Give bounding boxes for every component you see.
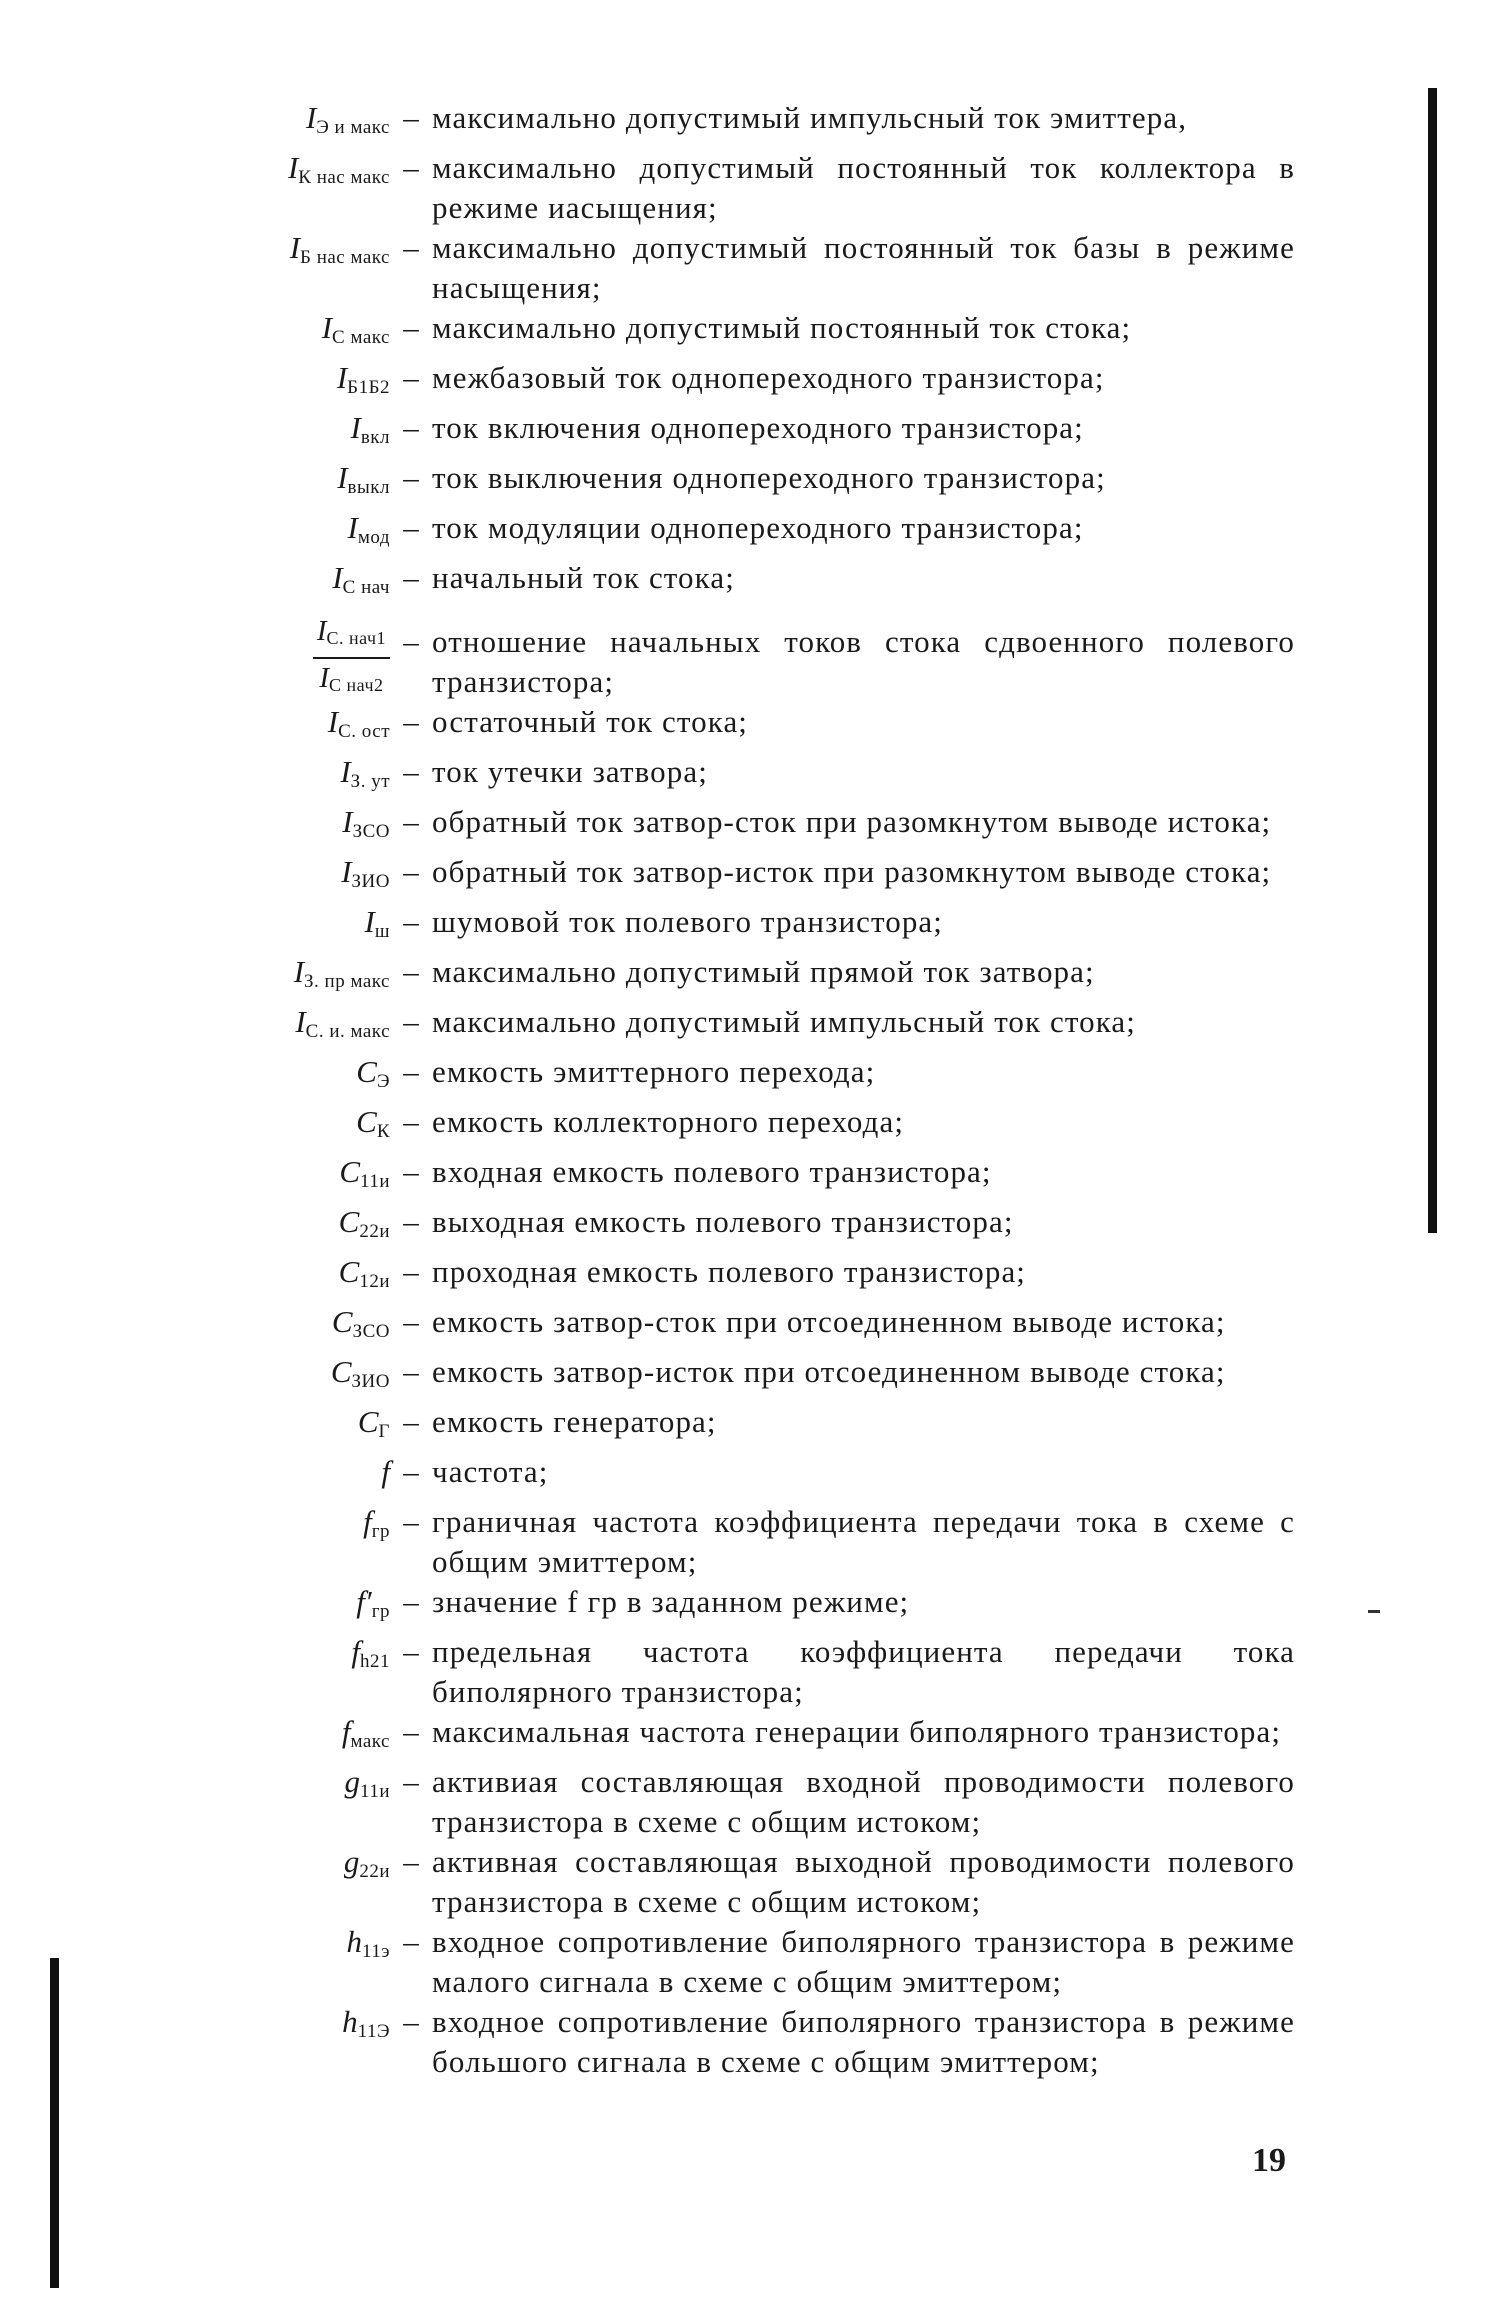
entry-symbol: $C_{ЗСО}$ [331,1304,390,1342]
entry-symbol: $g_{11и}$ [344,1764,390,1802]
entry-definition: проходная емкость полевого транзистора; [432,1254,1027,1289]
entry-definition: отношение начальных токов стока сдвоенного полевого транзистора; [432,624,1295,699]
glossary-entry [200,2002,1295,2082]
glossary-entry [200,1632,1295,1712]
glossary-entry [200,508,1295,558]
entry-dash: – [403,1584,419,1619]
glossary-entry-ratio [200,608,1295,702]
glossary-entry [200,952,1295,1002]
entry-dash: – [403,310,419,345]
entry-dash: – [403,230,419,265]
entry-definition: ток включения однопереходного транзистора; [432,410,1084,445]
entry-symbol: $I_{ЗСО}$ [342,804,390,842]
entry-dash: – [403,1764,419,1799]
entry-dash: – [403,1204,419,1239]
entry-symbol: $f_{гр}$ [363,1504,390,1542]
glossary-entry [200,852,1295,902]
entry-dash: – [403,1454,419,1489]
entry-symbol: $f_{макс}$ [341,1714,390,1752]
entry-definition: частота; [432,1454,549,1489]
entry-definition: входное сопротивление биполярного транзистора в режиме малого сигнала в схеме с общим эмиттером; [432,1924,1295,1999]
glossary-entry [200,228,1295,308]
entry-definition: максимально допустимый постоянный ток базы в режиме насыщения; [432,230,1295,305]
symbol-glossary [200,98,1295,2082]
entry-dash: – [403,704,419,739]
entry-symbol: $h_{11э}$ [346,1924,390,1962]
glossary-entry [200,308,1295,358]
entry-definition: максимально допустимый прямой ток затвора; [432,954,1095,989]
entry-symbol: $C_Э$ [356,1054,390,1092]
ratio-fraction [313,614,390,702]
glossary-entry [200,1712,1295,1762]
entry-dash: – [403,560,419,595]
glossary-entry [200,1582,1295,1632]
glossary-entry [200,752,1295,802]
entry-symbol: $I_{С. и. макс}$ [295,1004,390,1042]
glossary-entry [200,702,1295,752]
glossary-entry [200,1402,1295,1452]
entry-symbol: $I_{З. ут}$ [340,754,390,792]
entry-definition: максимально допустимый импульсный ток стока; [432,1004,1137,1039]
entry-definition: граничная частота коэффициента передачи тока в схеме с общим эмиттером; [432,1504,1295,1579]
entry-dash: – [403,1304,419,1339]
entry-definition: ток модуляции однопереходного транзистора; [432,510,1084,545]
glossary-entry [200,1502,1295,1582]
entry-definition: емкость коллекторного перехода; [432,1104,905,1139]
entry-dash: – [403,410,419,445]
glossary-entry [200,558,1295,608]
entry-definition: обратный ток затвор-исток при разомкнутом выводе стока; [432,854,1272,889]
entry-dash: – [403,1924,419,1959]
entry-symbol: $h_{11Э}$ [342,2004,390,2042]
glossary-entry [200,1922,1295,2002]
entry-symbol: $I_{Э и макс}$ [305,100,390,138]
entry-symbol: $I_{Б1Б2}$ [336,360,390,398]
entry-dash: – [403,904,419,939]
glossary-entry [200,408,1295,458]
glossary-entry [200,802,1295,852]
entry-dash: – [403,510,419,545]
entry-symbol: $C_{ЗИО}$ [330,1354,390,1392]
stray-mark [1368,1610,1380,1613]
entry-dash: – [403,1104,419,1139]
margin-bar-left [50,1958,59,2288]
glossary-entry [200,1352,1295,1402]
glossary-entry [200,458,1295,508]
entry-definition: максимальная частота генерации биполярного транзистора; [432,1714,1282,1749]
glossary-entry [200,1252,1295,1302]
entry-symbol: $I_{вкл}$ [350,410,390,448]
entry-definition: входное сопротивление биполярного транзистора в режиме большого сигнала в схеме с общим эмиттером; [432,2004,1295,2079]
glossary-entry [200,1302,1295,1352]
entry-dash: – [403,1004,419,1039]
entry-definition: шумовой ток полевого транзистора; [432,904,944,939]
entry-dash: – [403,1254,419,1289]
entry-symbol: $C_Г$ [357,1404,390,1442]
entry-symbol: $I_{К нас макс}$ [287,150,390,188]
entry-definition: максимально допустимый постоянный ток стока; [432,310,1132,345]
entry-dash: – [403,754,419,789]
entry-symbol: $I_ш$ [364,904,390,942]
entry-dash: – [403,1634,419,1669]
glossary-entry [200,1002,1295,1052]
glossary-entry [200,1842,1295,1922]
entry-dash: – [403,150,419,185]
entry-definition: ток утечки затвора; [432,754,708,789]
entry-symbol: $I_{Б нас макс}$ [289,230,390,268]
entry-dash: – [403,624,419,659]
entry-dash: – [403,1154,419,1189]
glossary-entry [200,1202,1295,1252]
entry-dash: – [403,804,419,839]
glossary-entry [200,1452,1295,1502]
entry-definition: активиая составляющая входной проводимости полевого транзистора в схеме с общим истоком; [432,1764,1295,1839]
glossary-entry [200,1762,1295,1842]
entry-symbol: $I_{выкл}$ [337,460,390,498]
entry-definition: емкость затвор-исток при отсоединенном выводе стока; [432,1354,1226,1389]
entry-symbol: $I_{З. пр макс}$ [293,954,390,992]
entry-definition: активная составляющая выходной проводимости полевого транзистора в схеме с общим истоком; [432,1844,1295,1919]
glossary-entry [200,98,1295,148]
entry-symbol: $I_{С макс}$ [321,310,390,348]
entry-symbol: $f_{h21}$ [351,1634,390,1672]
entry-symbol-fraction [200,608,390,702]
entry-dash: – [403,1054,419,1089]
entry-symbol: $C_{12и}$ [338,1254,390,1292]
entry-definition: емкость эмиттерного перехода; [432,1054,876,1089]
glossary-entry [200,1052,1295,1102]
entry-symbol: $I_{ЗИО}$ [341,854,390,892]
entry-definition: емкость генератора; [432,1404,717,1439]
entry-definition: входная емкость полевого транзистора; [432,1154,992,1189]
entry-definition: обратный ток затвор-сток при разомкнутом выводе истока; [432,804,1272,839]
entry-definition: максимально допустимый импульсный ток эмиттера, [432,100,1188,135]
entry-dash: – [403,460,419,495]
entry-dash: – [403,100,419,135]
entry-definition: выходная емкость полевого транзистора; [432,1204,1014,1239]
entry-symbol: $I_{мод}$ [347,510,390,548]
entry-symbol: $I_{С. ост}$ [327,704,390,742]
margin-bar-right [1428,88,1437,1233]
glossary-entry [200,902,1295,952]
entry-dash: – [403,2004,419,2039]
entry-symbol: f [381,1454,390,1489]
entry-symbol: $I_{С нач}$ [332,560,390,598]
entry-symbol: $f'_{гр}$ [356,1584,390,1622]
entry-dash: – [403,360,419,395]
glossary-entry [200,1152,1295,1202]
glossary-entry [200,148,1295,228]
entry-dash: – [403,1354,419,1389]
page-number: 19 [1252,2142,1286,2179]
entry-definition: остаточный ток стока; [432,704,749,739]
glossary-entry [200,358,1295,408]
fraction-denominator: $I_{С нач2}$ [319,662,384,695]
entry-definition: начальный ток стока; [432,560,735,595]
entry-definition: максимально допустимый постоянный ток коллектора в режиме иасыщения; [432,150,1295,225]
entry-symbol: $g_{22и}$ [343,1844,390,1882]
fraction-numerator: $I_{С. нач1}$ [313,614,390,659]
entry-dash: – [403,854,419,889]
entry-definition: предельная частота коэффициента передачи тока биполярного транзистора; [432,1634,1295,1709]
entry-dash: – [403,1404,419,1439]
entry-dash: – [403,1504,419,1539]
entry-definition: ток выключения однопереходного транзистора; [432,460,1106,495]
entry-symbol: $C_{22и}$ [338,1204,390,1242]
entry-definition: емкость затвор-сток при отсоединенном выводе истока; [432,1304,1226,1339]
entry-dash: – [403,954,419,989]
glossary-entry [200,1102,1295,1152]
entry-definition: межбазовый ток однопереходного транзистора; [432,360,1105,395]
entry-dash: – [403,1714,419,1749]
entry-definition: значение f гр в заданном режиме; [432,1584,910,1619]
entry-dash: – [403,1844,419,1879]
entry-symbol: $C_{11и}$ [339,1154,390,1192]
entry-symbol: $C_К$ [356,1104,390,1142]
